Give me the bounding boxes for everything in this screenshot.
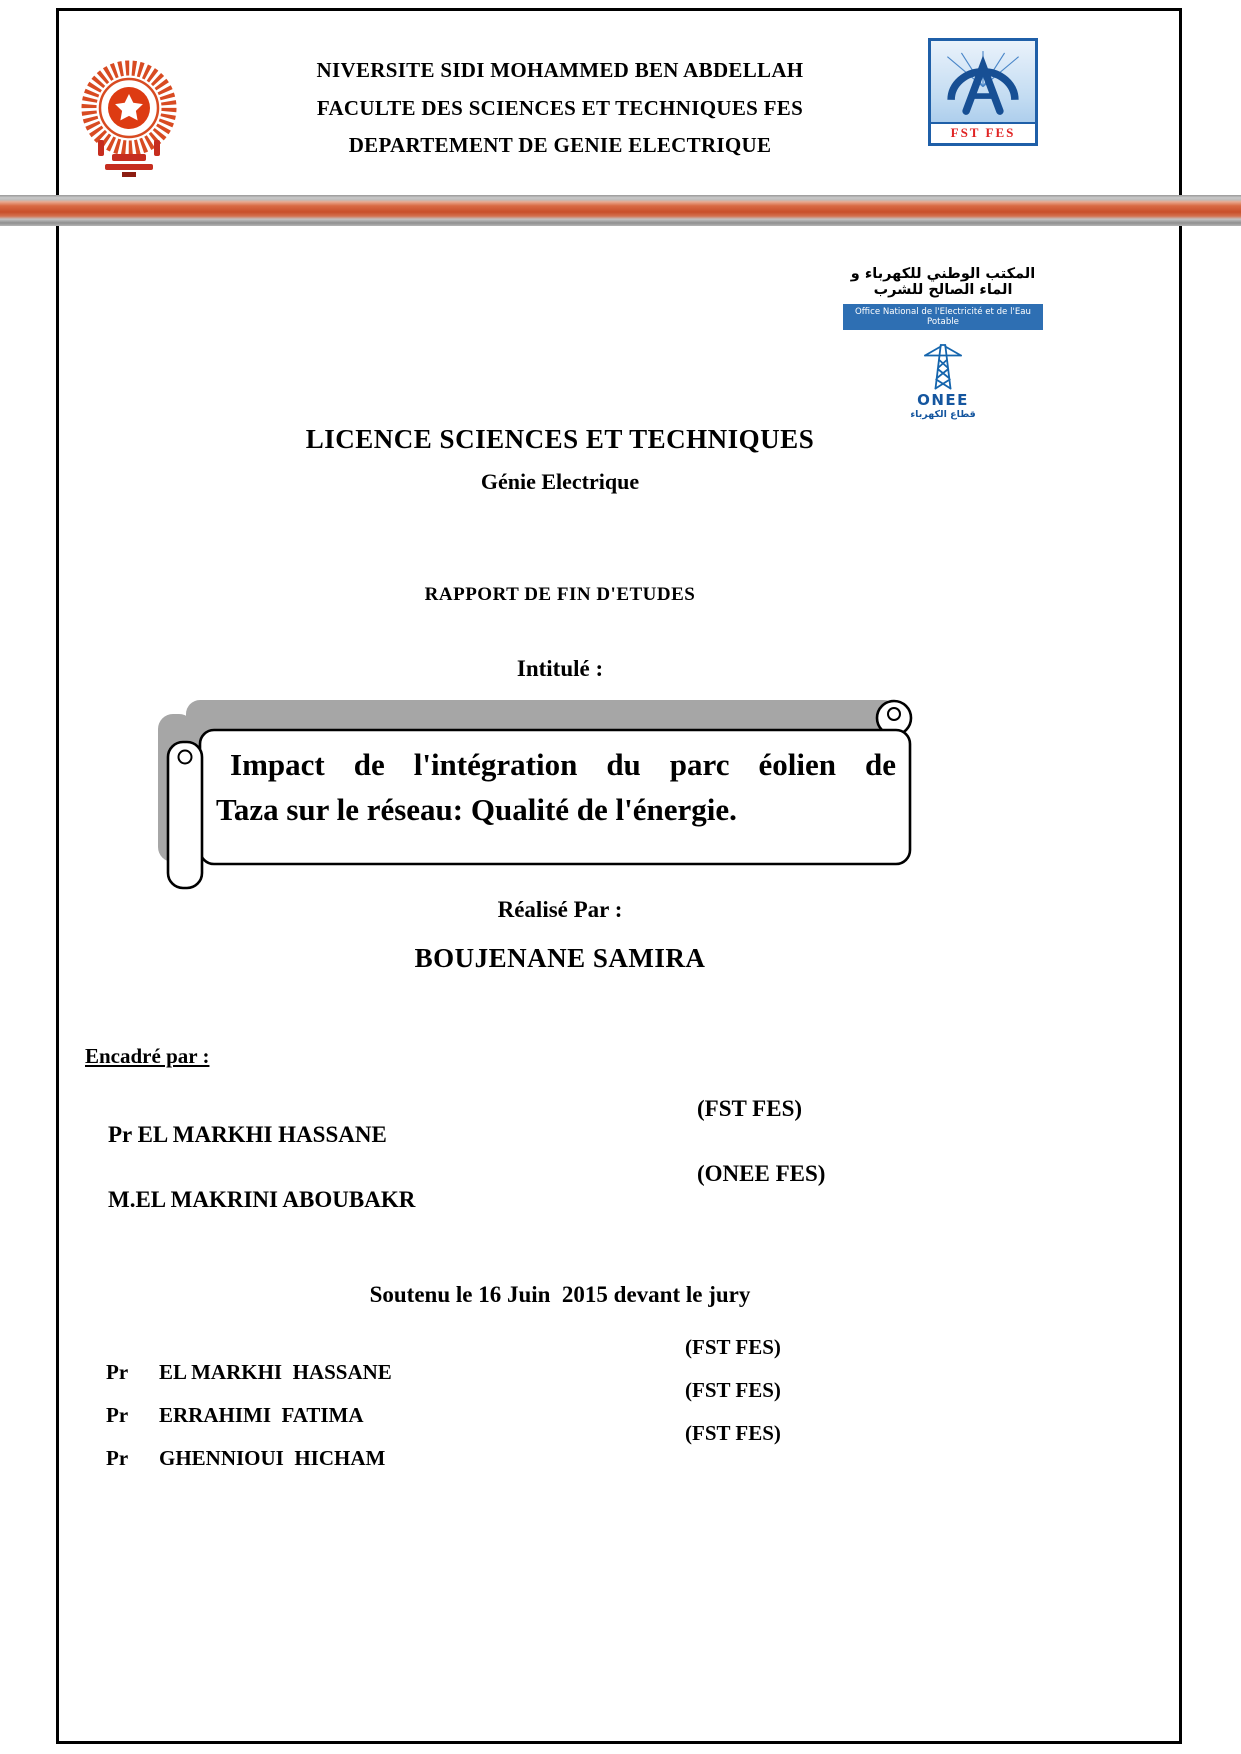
report-type-title: RAPPORT DE FIN D'ETUDES <box>424 584 696 605</box>
jury-member-name: GHENNIOUI HICHAM <box>159 1446 386 1470</box>
jury-member-title: Pr <box>106 1446 129 1470</box>
program-title: LICENCE SCIENCES ET TECHNIQUES <box>305 424 815 454</box>
university-name: NIVERSITE SIDI MOHAMMED BEN ABDELLAH <box>316 58 804 82</box>
fst-emblem-icon <box>931 41 1035 122</box>
jury-member-name: EL MARKHI HASSANE <box>159 1360 392 1384</box>
onee-name-label: ONEE <box>917 391 969 409</box>
onee-pylon-icon <box>920 342 966 390</box>
specialty-title: Génie Electrique <box>480 469 640 494</box>
jury-member-name: ERRAHIMI FATIMA <box>159 1403 364 1427</box>
report-title-line2: Taza sur le réseau: Qualité de l'énergie. <box>216 792 737 827</box>
jury-row <box>85 1421 1095 1521</box>
jury-member-affiliation: (FST FES) <box>685 1421 781 1445</box>
report-title <box>216 742 906 832</box>
onee-logo-block <box>843 266 1043 420</box>
supervisor-name: M.EL MAKRINI ABOUBAKR <box>108 1187 416 1212</box>
jury-member-affiliation: (FST FES) <box>685 1335 781 1359</box>
supervisor-affiliation: (FST FES) <box>697 1096 803 1121</box>
faculty-name: FACULTE DES SCIENCES ET TECHNIQUES FES <box>316 95 804 120</box>
intitule-label: Intitulé : <box>516 656 604 681</box>
jury-member-title: Pr <box>106 1360 129 1384</box>
onee-banner-text: Office National de l'Electricité et de l'Eau Potable <box>843 304 1043 330</box>
encadre-par-label: Encadré par : <box>85 1044 210 1068</box>
jury-member-title: Pr <box>106 1403 129 1427</box>
supervisor-name: Pr EL MARKHI HASSANE <box>108 1122 387 1147</box>
title-scroll-banner <box>156 694 940 904</box>
fst-fes-logo <box>928 38 1038 146</box>
department-name: DEPARTEMENT DE GENIE ELECTRIQUE <box>348 133 772 157</box>
defense-statement: Soutenu le 16 Juin 2015 devant le jury <box>369 1282 751 1307</box>
jury-member-affiliation: (FST FES) <box>685 1378 781 1402</box>
supervisor-affiliation: (ONEE FES) <box>697 1161 826 1186</box>
realise-par-label: Réalisé Par : <box>497 897 623 922</box>
university-seal-logo <box>78 50 180 180</box>
institution-header <box>210 52 910 165</box>
onee-arabic-subtitle: قطاع الكهرباء <box>910 409 976 420</box>
decorative-divider-bar <box>0 195 1241 226</box>
fst-logo-label: FST FES <box>931 122 1035 143</box>
supervisor-row <box>85 1161 1095 1265</box>
report-title-line1: Impact de l'intégration du parc éolien de <box>230 747 896 782</box>
author-name: BOUJENANE SAMIRA <box>414 943 706 973</box>
university-seal-icon <box>78 50 180 180</box>
onee-arabic-title: المكتب الوطني للكهرباء و الماء الصالح للشرب <box>850 266 1036 298</box>
